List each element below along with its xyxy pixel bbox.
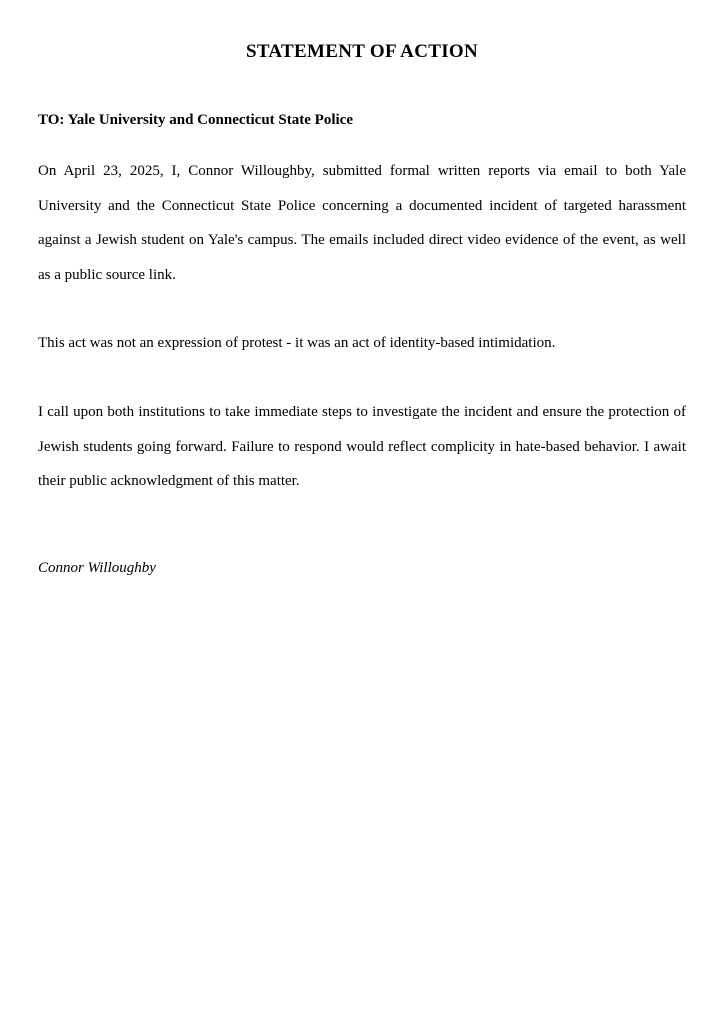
paragraph-report-details: On April 23, 2025, I, Connor Willoughby, submitted formal written reports via email to both Yale University and the Connecticut State Police concerning a documented incident of targeted harassment against a Jewish student on Yale's campus. The emails included direct video evidence of the event, as well as a public source link. [38,163,686,283]
signature: Connor Willoughby [38,560,156,576]
paragraph-call-to-action: I call upon both institutions to take immediate steps to investigate the incident and ensure the protection of Jewish students going forward. Failure to respond would reflect complicity in hate-based behavior. I await their public acknowledgment of this matter. [38,404,686,489]
paragraph-characterization: This act was not an expression of protest - it was an act of identity-based intimidation. [38,335,556,351]
recipient-line: TO: Yale University and Connecticut State Police [38,112,353,128]
document-title: STATEMENT OF ACTION [246,41,478,62]
